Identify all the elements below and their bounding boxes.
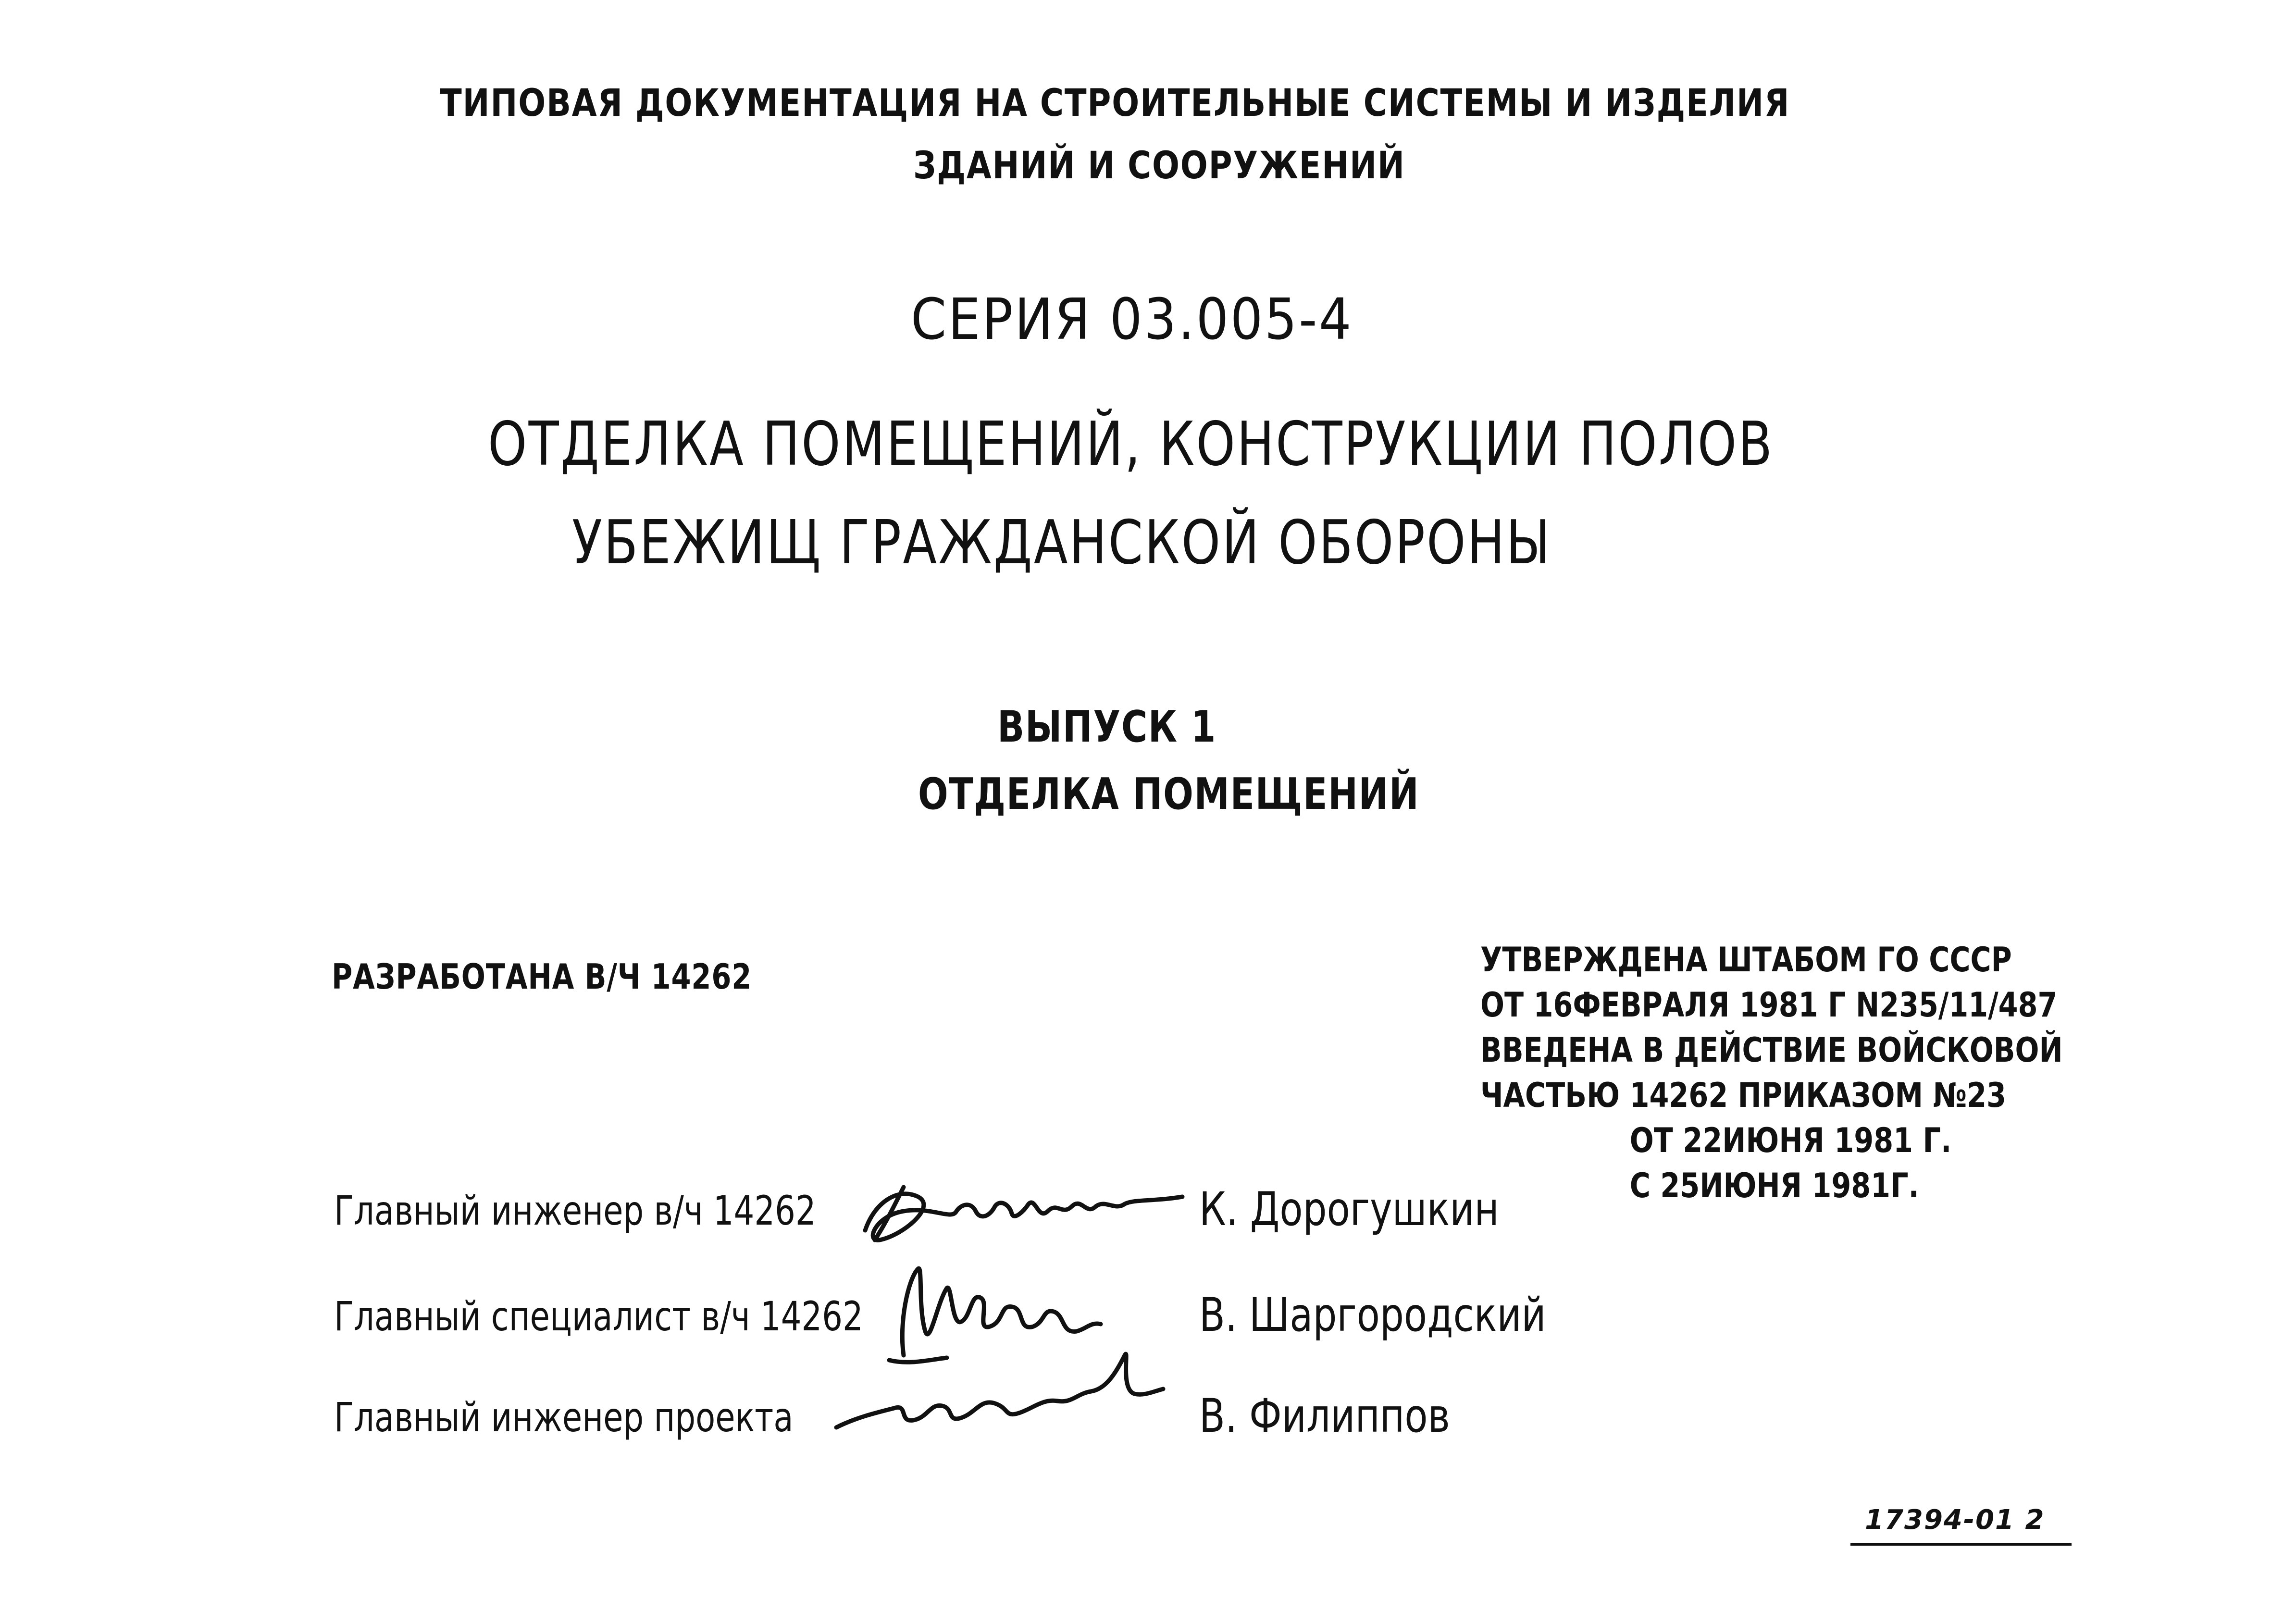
issue-name: ОТДЕЛКА ПОМЕЩЕНИЙ [918,769,1420,819]
signatory-name-2: В. Шаргородский [1199,1288,1546,1342]
approval-line-3: ВВЕДЕНА В ДЕЙСТВИЕ ВОЙСКОВОЙ [1480,1030,2063,1070]
developed-by: РАЗРАБОТАНА В/Ч 14262 [332,956,752,997]
approval-line-4: ЧАСТЬЮ 14262 ПРИКАЗОМ №23 [1480,1076,2007,1115]
header-line-2: ЗДАНИЙ И СООРУЖЕНИЙ [913,144,1405,187]
approval-line-6: С 25ИЮНЯ 1981Г. [1629,1166,1919,1205]
inventory-underline [1850,1543,2072,1546]
signatory-name-3: В. Филиппов [1199,1389,1450,1443]
approval-line-2: ОТ 16ФЕВРАЛЯ 1981 Г N235/11/487 [1480,985,2058,1025]
signature-1 [846,1158,1211,1264]
inventory-number: 17394-01 2 [1865,1504,2045,1536]
signatory-role-2: Главный специалист в/ч 14262 [334,1293,863,1340]
issue-number: ВЫПУСК 1 [997,702,1217,752]
signature-3 [827,1336,1173,1447]
title-line-1: ОТДЕЛКА ПОМЕЩЕНИЙ, КОНСТРУКЦИИ ПОЛОВ [488,409,1774,479]
title-line-2: УБЕЖИЩ ГРАЖДАНСКОЙ ОБОРОНЫ [572,507,1552,578]
signatory-role-1: Главный инженер в/ч 14262 [334,1187,816,1234]
header-line-1: ТИПОВАЯ ДОКУМЕНТАЦИЯ НА СТРОИТЕЛЬНЫЕ СИСТЕМЫ И ИЗДЕЛИЯ [440,82,1790,125]
approval-line-5: ОТ 22ИЮНЯ 1981 Г. [1629,1121,1952,1160]
signatory-name-1: К. Дорогушкин [1199,1182,1499,1236]
series-code: СЕРИЯ 03.005-4 [911,286,1353,352]
signatory-role-3: Главный инженер проекта [334,1394,794,1441]
approval-line-1: УТВЕРЖДЕНА ШТАБОМ ГО СССР [1480,940,2012,979]
approval-block [1480,937,2063,1208]
